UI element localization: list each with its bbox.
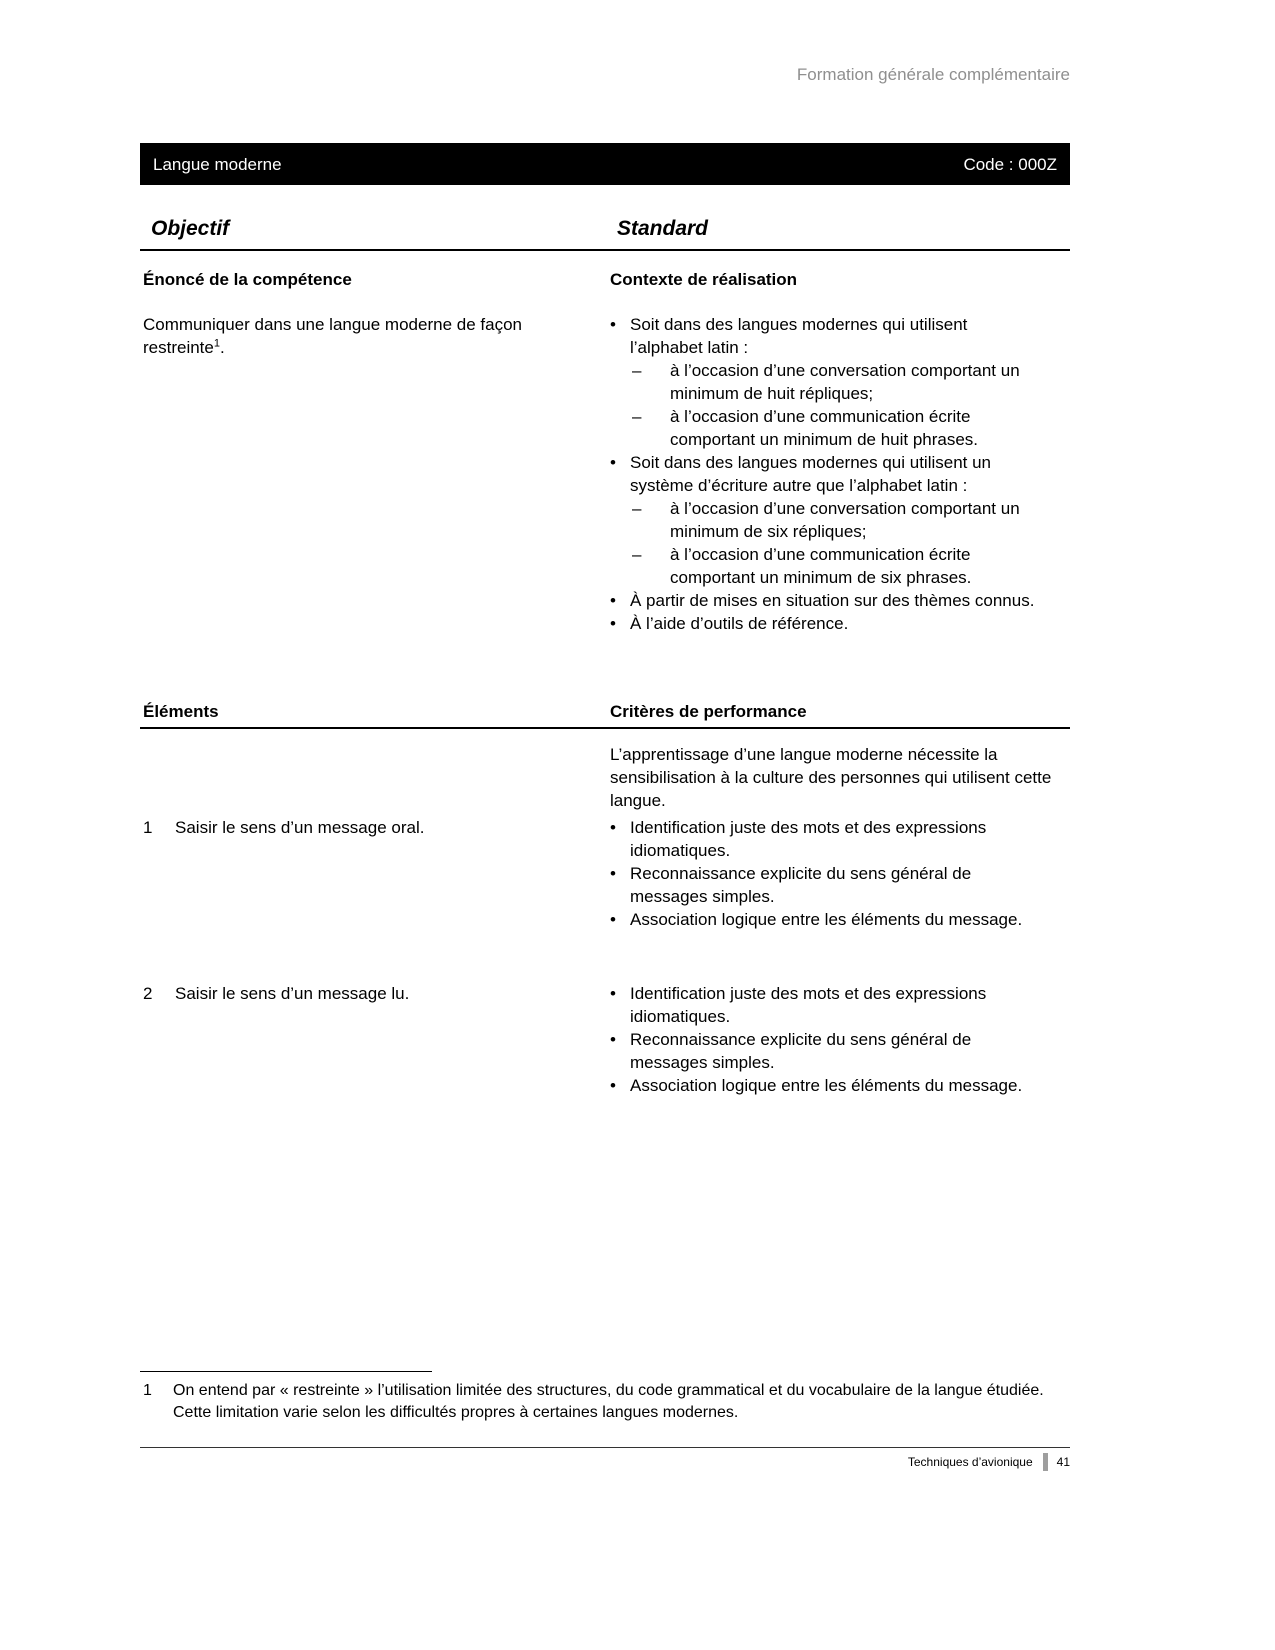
footnote-number: 1 [143, 1382, 152, 1399]
element-number: 2 [143, 984, 153, 1003]
footer-rule [140, 1447, 1070, 1448]
bullet-text: À partir de mises en situation sur des thèmes connus. [630, 591, 1035, 610]
footnote-text: On entend par « restreinte » l’utilisation limitée des structures, du code grammatical et du vocabulaire de la langue étudiée. Cette limitation varie selon les difficultés propres à certaines langues modernes. [173, 1382, 1044, 1421]
contexte-list [610, 313, 1070, 635]
bullet-text: Soit dans des langues modernes qui utilisent un système d’écriture autre que l’alphabet latin : [630, 453, 992, 495]
bullet-text: Identification juste des mots et des expressions idiomatiques. [630, 984, 987, 1026]
contexte-sub-item [632, 497, 1070, 543]
criteria-bullet [610, 908, 1070, 931]
criteria-bullet [610, 1074, 1070, 1097]
course-title: Langue moderne [153, 154, 282, 174]
bullet-text: Association logique entre les éléments du message. [630, 1076, 1023, 1095]
sub-item-text: à l’occasion d’une conversation comportant un minimum de huit répliques; [670, 361, 1020, 403]
bullet-text: Soit dans des langues modernes qui utilisent l’alphabet latin : [630, 315, 968, 357]
statement-period: . [220, 338, 225, 357]
footnote-rule [140, 1371, 432, 1372]
bullet-text: Association logique entre les éléments du message. [630, 910, 1023, 929]
criteria-bullet [610, 982, 1070, 1028]
element-label: Saisir le sens d’un message oral. [175, 818, 425, 837]
element-number: 1 [143, 818, 153, 837]
bullet-icon: • [610, 591, 616, 610]
bullet-text: À l’aide d’outils de référence. [630, 614, 849, 633]
footer-label: Techniques d’avionique [907, 1455, 1033, 1469]
bullet-text: Reconnaissance explicite du sens général de messages simples. [630, 864, 972, 906]
contexte-sub-item [632, 359, 1070, 405]
competence-statement [143, 313, 590, 359]
criteria-list [610, 982, 1070, 1097]
criteria-bullet [610, 1028, 1070, 1074]
criteres-heading: Critères de performance [610, 702, 807, 721]
footer-divider [1043, 1453, 1048, 1471]
elements-rule [140, 727, 1070, 729]
bullet-icon: • [610, 1076, 616, 1095]
dash-icon: – [632, 499, 642, 518]
footnote [143, 1380, 1073, 1424]
bullet-icon: • [610, 614, 616, 633]
bullet-icon: • [610, 984, 616, 1003]
element-item [143, 816, 593, 839]
bullet-text: Identification juste des mots et des expressions idiomatiques. [630, 818, 987, 860]
objectif-column-header: Objectif [151, 217, 230, 240]
element-label: Saisir le sens d’un message lu. [175, 984, 410, 1003]
element-item [143, 982, 593, 1005]
bullet-icon: • [610, 864, 616, 883]
bullet-icon: • [610, 1030, 616, 1049]
page-footer [140, 1453, 1070, 1471]
competence-heading: Énoncé de la compétence [143, 270, 352, 289]
sub-item-text: à l’occasion d’une communication écrite comportant un minimum de huit phrases. [670, 407, 979, 449]
page-number: 41 [1056, 1455, 1070, 1469]
sub-item-text: à l’occasion d’une communication écrite comportant un minimum de six phrases. [670, 545, 972, 587]
header-rule [140, 249, 1070, 251]
course-code: Code : 000Z [963, 154, 1057, 174]
bullet-icon: • [610, 910, 616, 929]
dash-icon: – [632, 361, 642, 380]
contexte-heading: Contexte de réalisation [610, 270, 798, 289]
sub-item-text: à l’occasion d’une conversation comportant un minimum de six répliques; [670, 499, 1020, 541]
title-bar [140, 143, 1070, 185]
footnote-ref: 1 [213, 337, 220, 350]
bullet-icon: • [610, 453, 616, 472]
contexte-bullet [610, 589, 1070, 612]
dash-icon: – [632, 545, 642, 564]
bullet-text: Reconnaissance explicite du sens général de messages simples. [630, 1030, 972, 1072]
contexte-bullet [610, 451, 1070, 497]
bullet-icon: • [610, 818, 616, 837]
criteria-bullet [610, 816, 1070, 862]
running-header: Formation générale complémentaire [796, 65, 1070, 84]
statement-text: Communiquer dans une langue moderne de façon restreinte [143, 315, 522, 357]
criteres-intro: L’apprentissage d’une langue moderne nécessite la sensibilisation à la culture des personnes qui utilisent cette langue. [610, 745, 1052, 810]
contexte-bullet [610, 612, 1070, 635]
contexte-sub-item [632, 543, 1070, 589]
criteria-list [610, 816, 1070, 931]
criteria-bullet [610, 862, 1070, 908]
elements-heading: Éléments [143, 702, 219, 721]
standard-column-header: Standard [617, 217, 709, 240]
bullet-icon: • [610, 315, 616, 334]
dash-icon: – [632, 407, 642, 426]
contexte-sub-item [632, 405, 1070, 451]
contexte-bullet [610, 313, 1070, 359]
